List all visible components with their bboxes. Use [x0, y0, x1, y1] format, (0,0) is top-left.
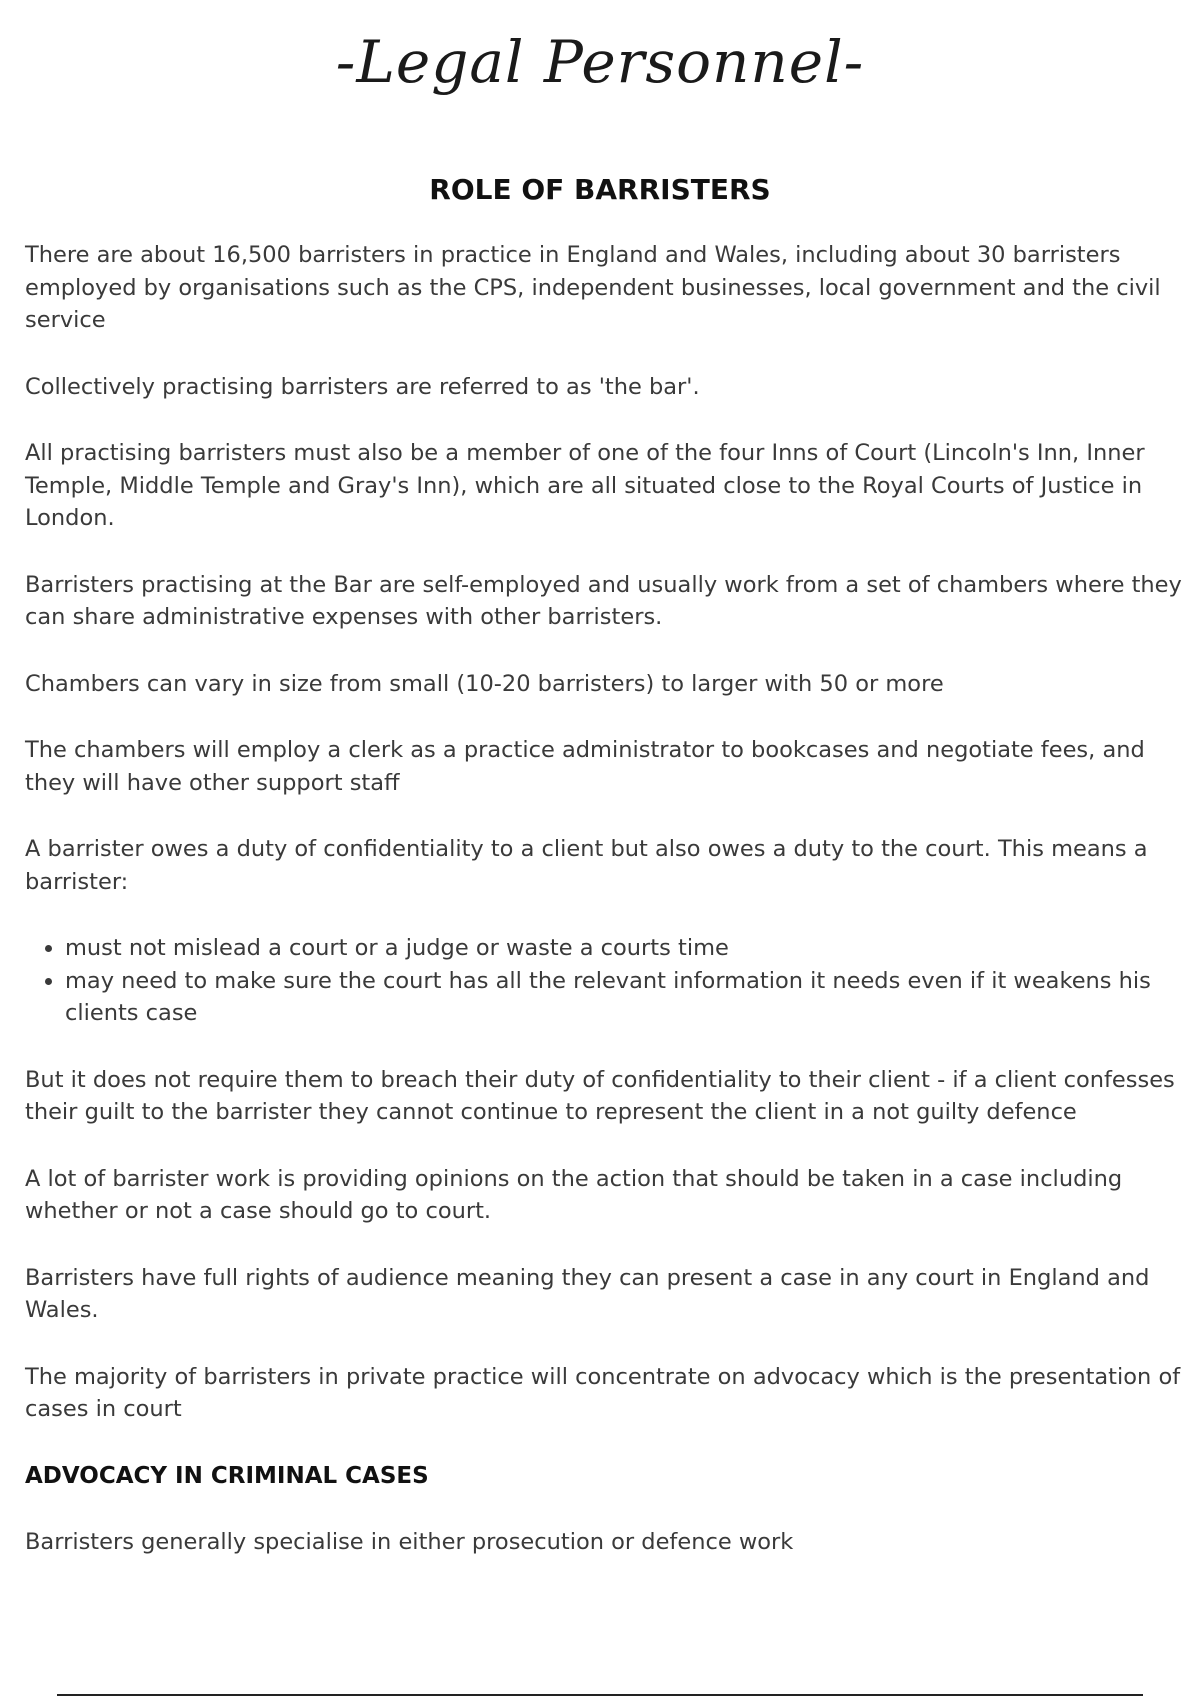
footer-divider: [57, 1694, 1143, 1696]
sub-heading-criminal-cases: ADVOCACY IN CRIMINAL CASES: [25, 1462, 429, 1489]
paragraph-chambers-size: Chambers can vary in size from small (10-20 barristers) to larger with 50 or more: [25, 670, 944, 697]
section-heading: ROLE OF BARRISTERS: [429, 173, 771, 206]
paragraph-self-employed: Barristers practising at the Bar are self-employed and usually work from a set of chambers where they can share administrative expenses with other barristers.: [25, 571, 1182, 630]
list-item: • may need to make sure the court has all the relevant information it needs even if it weakens his clients case: [65, 965, 1185, 1030]
paragraph-rights-of-audience: Barristers have full rights of audience meaning they can present a case in any court in England and Wales.: [25, 1264, 1150, 1323]
document-title: -Legal Personnel-: [335, 28, 865, 96]
paragraph-the-bar: Collectively practising barristers are referred to as 'the bar'.: [25, 373, 700, 400]
body-text: [25, 239, 1185, 1593]
paragraph-confidentiality: But it does not require them to breach their duty of confidentiality to their client - if a client confesses their guilt to the barrister they cannot continue to represent the client in a not guilty defence: [25, 1066, 1175, 1125]
paragraph-inns-of-court: All practising barristers must also be a member of one of the four Inns of Court (Lincoln's Inn, Inner Temple, Middle Temple and Gray's Inn), which are all situated close to the Royal Courts of Justice in London.: [25, 440, 1145, 531]
paragraph-opinions: A lot of barrister work is providing opinions on the action that should be taken in a case including whether or not a case should go to court.: [25, 1165, 1123, 1224]
list-item: • must not mislead a court or a judge or waste a courts time: [65, 932, 1185, 965]
paragraph-specialise: Barristers generally specialise in either prosecution or defence work: [25, 1529, 794, 1555]
paragraph-clerk: The chambers will employ a clerk as a practice administrator to bookcases and negotiate fees, and they will have other support staff: [25, 737, 1145, 796]
paragraph-duty: A barrister owes a duty of confidentiality to a client but also owes a duty to the court. This means a barrister:: [25, 836, 1148, 895]
paragraph-barrister-count: There are about 16,500 barristers in practice in England and Wales, including about 30 barristers employed by organisations such as the CPS, independent businesses, local government and the civil service: [25, 242, 1161, 333]
paragraph-advocacy: The majority of barristers in private practice will concentrate on advocacy which is the presentation of cases in court: [25, 1363, 1181, 1422]
duty-list: [25, 932, 1185, 1030]
